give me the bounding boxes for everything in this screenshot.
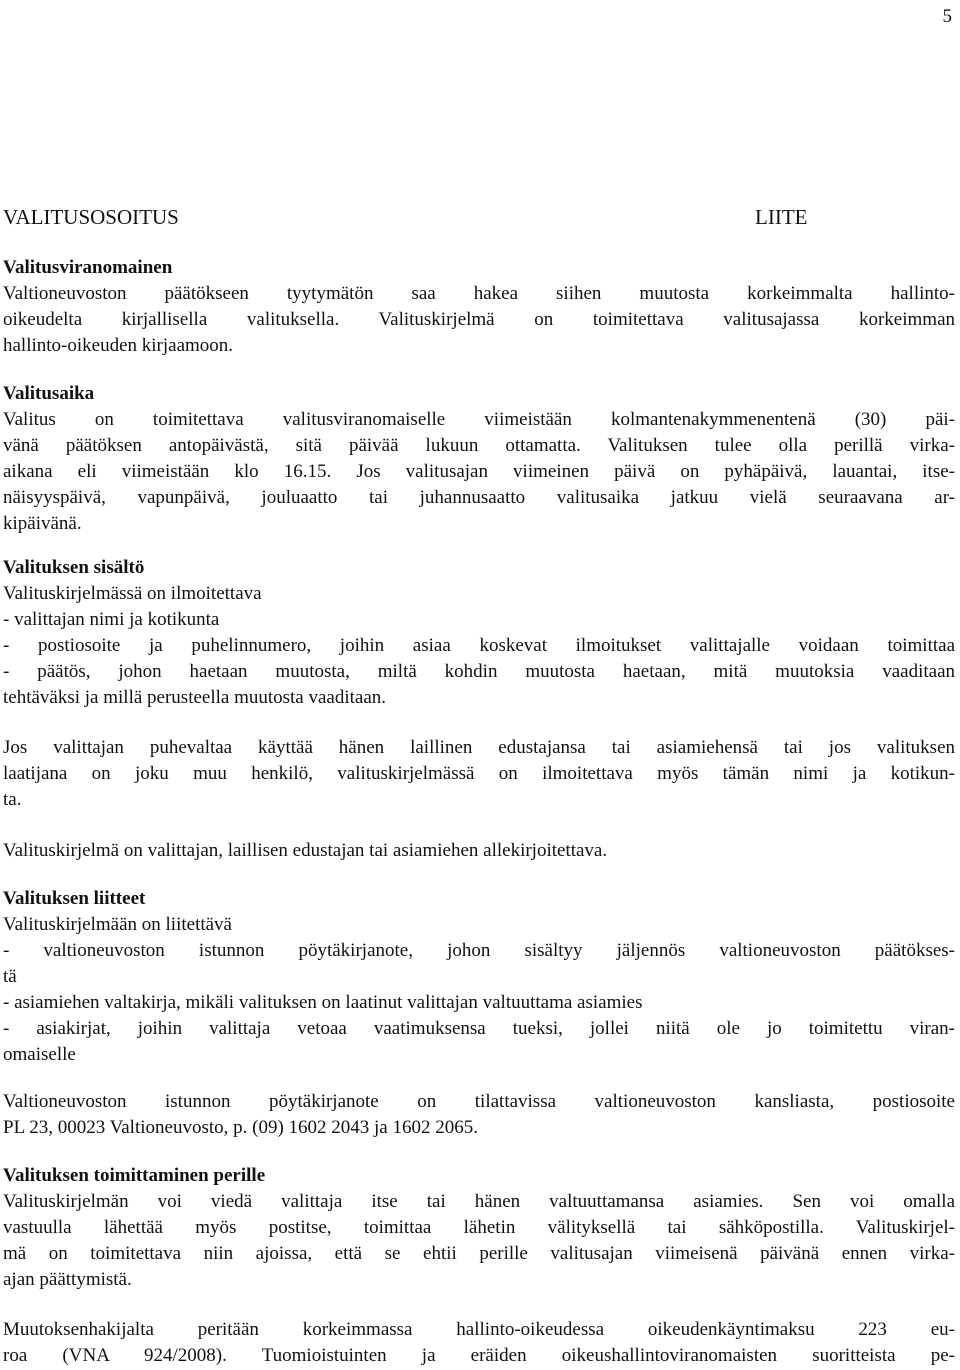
text-line: laatijana on joku muu henkilö, valituskirjelmässä on ilmoitettava myös tämän nimi ja kotikun-	[3, 763, 955, 784]
text-line: aikana eli viimeistään klo 16.15. Jos valitusajan viimeinen päivä on pyhäpäivä, lauantai, itse-	[3, 461, 955, 482]
list-item: - asiakirjat, joihin valittaja vetoaa vaatimuksensa tueksi, jollei niitä ole jo toimitettu viran-	[3, 1018, 955, 1039]
page-number: 5	[942, 6, 952, 27]
text-line: Valitus on toimitettava valitusviranomaiselle viimeistään kolmantenakymmenentenä (30) päi-	[3, 409, 955, 430]
list-item: - päätös, johon haetaan muutosta, miltä kohdin muutosta haetaan, mitä muutoksia vaaditaan	[3, 661, 955, 682]
text-line: vastuulla lähettää myös postitse, toimittaa lähetin välityksellä tai sähköpostilla. Valituskirjel-	[3, 1217, 955, 1238]
section-heading: Valitusaika	[3, 383, 95, 404]
fee-paragraph	[3, 1317, 955, 1369]
text-line: Valituskirjelmän voi viedä valittaja itse tai hänen valtuuttamansa asiamies. Sen voi omalla	[3, 1191, 955, 1212]
text-line: mä on toimitettava niin ajoissa, että se ehtii perille valitusajan viimeisenä päivänä ennen virka-	[3, 1243, 955, 1264]
signature-paragraph	[3, 838, 955, 864]
text-line: Muutoksenhakijalta peritään korkeimmassa hallinto-oikeudessa oikeudenkäyntimaksu 223 eu-	[3, 1319, 955, 1340]
order-paragraph	[3, 1089, 955, 1141]
text-line: PL 23, 00023 Valtioneuvosto, p. (09) 1602 2043 ja 1602 2065.	[3, 1117, 478, 1138]
document-title: VALITUSOSOITUS	[3, 205, 179, 229]
text-line: roa (VNA 924/2008). Tuomioistuinten ja eräiden oikeushallintoviranomaisten suoritteista pe-	[3, 1345, 955, 1366]
text-line: ajan päättymistä.	[3, 1269, 132, 1290]
section-heading: Valitusviranomainen	[3, 257, 173, 278]
text-line: oikeudelta kirjallisella valituksella. Valituskirjelmä on toimitettava valitusajassa korkeimman	[3, 309, 955, 330]
section-attachments	[3, 886, 955, 1068]
list-item: - valittajan nimi ja kotikunta	[3, 609, 220, 630]
section-content	[3, 555, 955, 711]
text-line: Valituskirjelmässä on ilmoitettava	[3, 583, 262, 604]
text-line: Jos valittajan puhevaltaa käyttää hänen laillinen edustajansa tai asiamiehensä tai jos valituksen	[3, 737, 955, 758]
text-line: tä	[3, 966, 17, 987]
section-delivery	[3, 1163, 955, 1293]
text-line: kipäivänä.	[3, 513, 82, 534]
text-line: tehtäväksi ja millä perusteella muutosta vaaditaan.	[3, 687, 387, 708]
list-item: - valtioneuvoston istunnon pöytäkirjanote, johon sisältyy jäljennös valtioneuvoston päätökses-	[3, 940, 955, 961]
section-heading: Valituksen liitteet	[3, 888, 146, 909]
list-item: - postiosoite ja puhelinnumero, joihin asiaa koskevat ilmoitukset valittajalle voidaan toimittaa	[3, 635, 955, 656]
text-line: Valituskirjelmä on valittajan, laillisen edustajan tai asiamiehen allekirjoitettava.	[3, 840, 608, 861]
section-period	[3, 381, 955, 537]
annex-label: LIITE	[755, 205, 808, 229]
text-line: näisyyspäivä, vapunpäivä, jouluaatto tai juhannusaatto valitusaika jatkuu vielä seuraavana ar-	[3, 487, 955, 508]
section-authority	[3, 255, 955, 359]
representative-paragraph	[3, 735, 955, 813]
text-line: Valtioneuvoston istunnon pöytäkirjanote on tilattavissa valtioneuvoston kansliasta, postiosoite	[3, 1091, 955, 1112]
text-line: omaiselle	[3, 1044, 76, 1065]
text-line: Valituskirjelmään on liitettävä	[3, 914, 232, 935]
list-item: - asiamiehen valtakirja, mikäli valituksen on laatinut valittajan valtuuttama asiamies	[3, 992, 643, 1013]
section-heading: Valituksen sisältö	[3, 557, 145, 578]
text-line: hallinto-oikeuden kirjaamoon.	[3, 335, 234, 356]
text-line: ta.	[3, 789, 22, 810]
section-heading: Valituksen toimittaminen perille	[3, 1165, 266, 1186]
text-line: Valtioneuvoston päätökseen tyytymätön saa hakea siihen muutosta korkeimmalta hallinto-	[3, 283, 955, 304]
text-line: vänä päätöksen antopäivästä, sitä päivää lukuun ottamatta. Valituksen tulee olla perillä virka-	[3, 435, 955, 456]
